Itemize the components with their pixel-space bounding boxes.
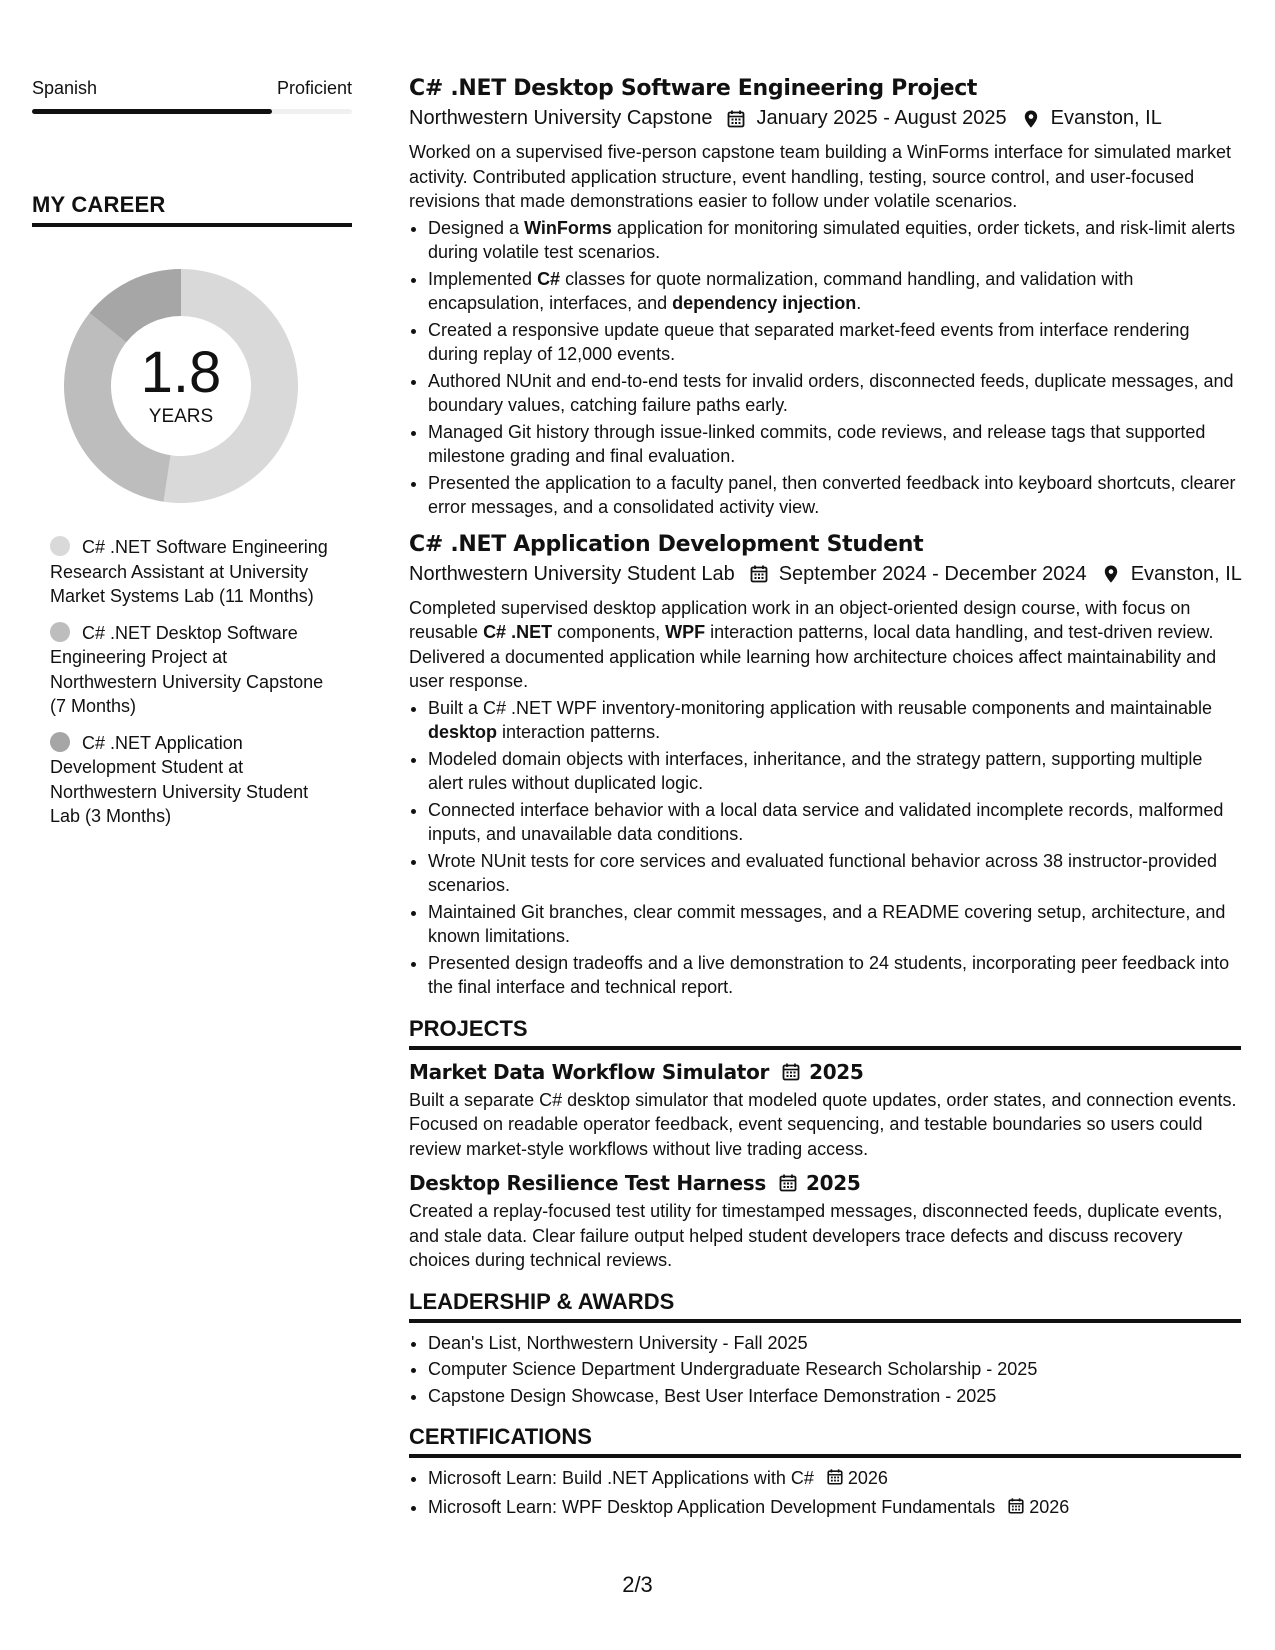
calendar-icon <box>826 1468 844 1486</box>
certifications-list <box>409 1466 1241 1519</box>
map-pin-icon <box>1101 564 1121 584</box>
sidebar <box>32 78 352 841</box>
job-location: Evanston, IL <box>1130 562 1242 585</box>
job-bullet: • Modeled domain objects with interfaces, inheritance, and the strategy pattern, supporting multiple alert rules without duplicated logic. <box>428 747 1241 796</box>
career-years-value: 1.8 <box>140 340 222 405</box>
job-bullet: • Created a responsive update queue that separated market-feed events from interface rendering during replay of 12,000 events. <box>428 318 1241 367</box>
career-legend-item <box>50 621 330 719</box>
job-dates: September 2024 - December 2024 <box>778 562 1087 585</box>
job-summary: Worked on a supervised five-person capstone team building a WinForms interface for simulated market activity. Contributed application structure, event handling, testing, source control, and user-focused revisions that made demonstrations easier to follow under volatile scenarios. <box>409 142 1232 211</box>
project-description: Built a separate C# desktop simulator that modeled quote updates, order states, and connection events. Focused on readable operator feedback, event sequencing, and testable boundaries so users could review market-style workflows without live trading access. <box>409 1089 1237 1159</box>
job-organization: Northwestern University Capstone <box>409 107 713 129</box>
job-meta <box>409 107 1241 130</box>
leadership-item: • Computer Science Department Undergraduate Research Scholarship - 2025 <box>428 1357 1241 1382</box>
job-organization: Northwestern University Student Lab <box>409 562 735 585</box>
project-title-row <box>409 1060 1241 1084</box>
page-number-text: 2/3 <box>622 1572 653 1597</box>
experience-entry <box>409 532 1241 1000</box>
leadership-item: • Dean's List, Northwestern University - Fall 2025 <box>428 1331 1241 1356</box>
career-section-heading: MY CAREER <box>32 192 352 227</box>
bullet-keyword: C# <box>537 268 561 289</box>
project-entry <box>409 1171 1241 1273</box>
summary-keyword: C# .NET <box>483 622 553 642</box>
career-legend-item <box>50 731 330 829</box>
leadership-list <box>409 1331 1241 1409</box>
job-bullet <box>428 696 1241 745</box>
bullet-text: interaction patterns. <box>497 722 661 742</box>
certification-item <box>428 1466 1241 1491</box>
bullet-keyword: dependency injection <box>672 293 857 313</box>
page-number <box>0 1572 1275 1598</box>
career-legend-text: C# .NET Software Engineering Research Assistant at University Market Systems Lab (11 Months) <box>50 537 328 606</box>
leadership-item: • Capstone Design Showcase, Best User Interface Demonstration - 2025 <box>428 1384 1241 1409</box>
summary-text: interaction patterns, local data handling, and test-driven review. Delivered a documented application while learning how architecture choices affect maintainability and user response. <box>409 622 1217 691</box>
bullet-text: classes for quote normalization, command handling, and validation with encapsulation, interfaces, and <box>428 268 1134 313</box>
job-bullets <box>409 216 1241 520</box>
bullet-text: . <box>856 293 862 313</box>
job-location: Evanston, IL <box>1050 107 1162 129</box>
job-bullet <box>428 267 1241 316</box>
certification-year: 2026 <box>847 1468 888 1488</box>
project-title-row <box>409 1171 1241 1195</box>
legend-dot-2 <box>50 732 70 752</box>
job-bullet: • Connected interface behavior with a local data service and validated incomplete records, malformed inputs, and unavailable data conditions. <box>428 798 1241 847</box>
calendar-icon <box>781 1062 801 1082</box>
certification-item <box>428 1495 1241 1520</box>
job-bullet <box>428 216 1241 265</box>
project-title: Market Data Workflow Simulator <box>409 1059 770 1084</box>
bullet-keyword: WinForms <box>524 217 612 238</box>
bullet-keyword: desktop <box>428 722 498 742</box>
calendar-icon <box>726 109 746 129</box>
project-year: 2025 <box>805 1171 861 1195</box>
career-legend-item <box>50 535 330 609</box>
career-legend-text: C# .NET Desktop Software Engineering Project at Northwestern University Capstone (7 Months) <box>50 622 324 716</box>
calendar-icon <box>749 564 769 584</box>
language-level: Proficient <box>276 78 352 98</box>
language-row <box>32 78 352 99</box>
certification-name: Microsoft Learn: WPF Desktop Application Development Fundamentals <box>428 1496 996 1517</box>
legend-dot-0 <box>50 536 70 556</box>
calendar-icon <box>778 1173 798 1193</box>
job-title: C# .NET Desktop Software Engineering Project <box>409 76 978 101</box>
job-summary <box>409 596 1241 694</box>
job-bullet: • Managed Git history through issue-linked commits, code reviews, and release tags that supported milestone grading and final evaluation. <box>428 420 1241 469</box>
map-pin-icon <box>1021 109 1041 129</box>
language-name: Spanish <box>32 78 98 98</box>
language-level-bar <box>32 109 352 114</box>
main-content <box>409 76 1241 1521</box>
summary-text: components, <box>552 622 666 642</box>
job-bullet: • Wrote NUnit tests for core services and evaluated functional behavior across 38 instructor-provided scenarios. <box>428 849 1241 898</box>
career-years-unit: YEARS <box>148 406 214 427</box>
projects-heading: PROJECTS <box>409 1016 1241 1050</box>
project-title: Desktop Resilience Test Harness <box>409 1171 766 1195</box>
bullet-text: Designed a <box>428 217 525 238</box>
bullet-text: Built a C# .NET WPF inventory-monitoring application with reusable components and maintainable <box>428 697 1213 718</box>
experience-entry <box>409 76 1241 520</box>
language-level-fill <box>32 109 272 114</box>
project-description: Created a replay-focused test utility for timestamped messages, disconnected feeds, duplicate events, and stale data. Clear failure output helped student developers trace defects and discuss recovery choices during technical reviews. <box>409 1201 1223 1270</box>
job-bullet: • Maintained Git branches, clear commit messages, and a README covering setup, architecture, and known limitations. <box>428 900 1241 949</box>
legend-dot-1 <box>50 622 70 642</box>
job-bullets <box>409 696 1241 1000</box>
job-bullet: • Presented design tradeoffs and a live demonstration to 24 students, incorporating peer feedback into the final interface and technical report. <box>428 951 1241 1000</box>
donut-center <box>56 261 306 511</box>
bullet-text: application for monitoring simulated equities, order tickets, and risk-limit alerts during volatile test scenarios. <box>428 217 1236 262</box>
job-bullet: • Presented the application to a faculty panel, then converted feedback into keyboard shortcuts, clearer error messages, and a consolidated activity view. <box>428 471 1241 520</box>
bullet-text: Implemented <box>428 268 538 289</box>
project-year: 2025 <box>809 1059 864 1084</box>
job-meta <box>409 563 1241 586</box>
project-entry <box>409 1060 1241 1162</box>
leadership-heading: LEADERSHIP & AWARDS <box>409 1289 1241 1323</box>
career-legend <box>50 535 330 829</box>
career-legend-text: C# .NET Application Development Student at Northwestern University Student Lab (3 Months) <box>50 732 309 826</box>
job-dates: January 2025 - August 2025 <box>756 107 1007 129</box>
summary-text: Completed supervised desktop application work in an object-oriented design course, with focus on reusable <box>409 597 1191 642</box>
calendar-icon <box>1007 1497 1025 1515</box>
career-donut-chart <box>56 261 306 511</box>
certifications-heading: CERTIFICATIONS <box>409 1424 1241 1458</box>
certification-year: 2026 <box>1029 1496 1070 1517</box>
job-title: C# .NET Application Development Student <box>409 531 924 557</box>
job-bullet: • Authored NUnit and end-to-end tests for invalid orders, disconnected feeds, duplicate messages, and boundary values, catching failure paths early. <box>428 369 1241 418</box>
certification-name: Microsoft Learn: Build .NET Applications with C# <box>428 1468 814 1488</box>
summary-keyword: WPF <box>665 622 706 642</box>
